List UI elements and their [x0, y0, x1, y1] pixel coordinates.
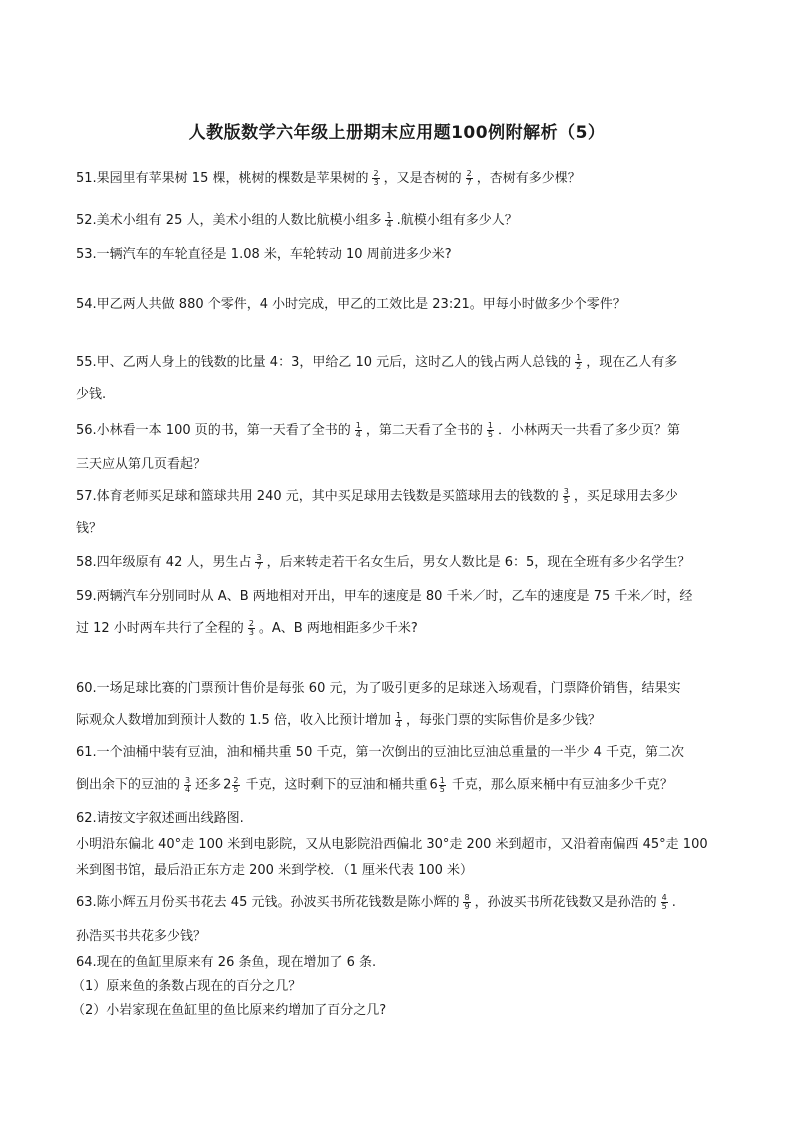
q57-text-a: 57.体育老师买足球和篮球共用 240 元，其中买足球用去钱数是买篮球用去的钱数的	[76, 489, 559, 504]
question-64-part-2: （2）小岩家现在鱼缸里的鱼比原来约增加了百分之几?	[72, 1003, 387, 1018]
question-59: 59.两辆汽车分别同时从 A、B 两地相对开出，甲车的速度是 80 千米／时，乙车的速度是 75 千米／时，经	[76, 589, 693, 604]
q58-text-b: ，后来转走若干名女生后，男女人数比是 6：5，现在全班有多少名学生？	[266, 555, 691, 570]
question-60: 60.一场足球比赛的门票预计售价是每张 60 元，为了吸引更多的足球迷入场观看，门票降价销售，结果实	[76, 681, 681, 696]
q58-text-a: 58.四年级原有 42 人，男生占	[76, 555, 252, 570]
q56-fraction-2: $\frac{1}{5}$	[487, 421, 493, 439]
q61-text-b: 倒出余下的豆油的	[76, 777, 181, 793]
q52-fraction: $\frac{1}{4}$	[386, 211, 392, 229]
question-62-line-3: 米到图书馆，最后沿正东方走 200 米到学校．（1 厘米代表 100 米）	[76, 863, 474, 878]
q57-text-b: ，买足球用去多少	[573, 489, 678, 504]
q51-text-c: ，杏树有多少棵？	[476, 171, 581, 186]
q52-text-a: 52.美术小组有 25 人，美术小组的人数比航模小组多	[76, 213, 382, 228]
q56-fraction-1: $\frac{1}{4}$	[355, 421, 361, 439]
question-54: 54.甲乙两人共做 880 个零件，4 小时完成，甲乙的工效比是 23:21。甲每小时做多少个零件？	[76, 297, 626, 312]
q61-mixed-number-2: 6 $\frac{1}{5}$	[429, 775, 445, 794]
question-62: 62.请按文字叙述画出线路图.	[76, 811, 244, 826]
question-56	[76, 422, 680, 440]
q51-fraction-2: $\frac{2}{7}$	[466, 169, 472, 187]
question-53: 53.一辆汽车的车轮直径是 1.08 米，车轮转动 10 周前进多少米?	[76, 247, 452, 262]
question-58	[76, 554, 690, 572]
q57-fraction: $\frac{3}{5}$	[563, 487, 569, 505]
q56-text-c: ．小林两天一共看了多少页？第	[497, 423, 680, 438]
q60-text-b: 际观众人数增加到预计人数的 1.5 倍，收入比预计增加	[76, 713, 391, 728]
question-64-part-1: （1）原来鱼的条数占现在的百分之几？	[72, 979, 302, 994]
question-60-cont	[76, 712, 601, 730]
question-52	[76, 212, 518, 230]
q55-text-a: 55.甲、乙两人身上的钱数的比量 4：3，甲给乙 10 元后，这时乙人的钱占两人总钱的	[76, 355, 572, 370]
q52-text-b: .航模小组有多少人？	[396, 213, 518, 228]
q51-text-a: 51.果园里有苹果树 15 棵，桃树的棵数是苹果树的	[76, 171, 369, 186]
q59-text-c: 。A、B 两地相距多少千米?	[258, 621, 418, 636]
question-55	[76, 354, 677, 372]
question-63	[76, 894, 676, 912]
question-57-cont: 钱？	[76, 521, 103, 536]
question-57	[76, 488, 678, 506]
q58-fraction: $\frac{3}{7}$	[256, 553, 262, 571]
q51-text-b: ，又是杏树的	[383, 171, 462, 186]
q63-fraction-2: $\frac{4}{5}$	[661, 893, 667, 911]
question-62-line-2: 小明沿东偏北 40°走 100 米到电影院，又从电影院沿西偏北 30°走 200 米到超市，又沿着南偏西 45°走 100	[76, 837, 708, 852]
page-title: 人教版数学六年级上册期末应用题100例附解析（5）	[188, 123, 606, 143]
q61-mixed-number-1: 2 $\frac{2}{5}$	[223, 775, 239, 794]
q59-text-b: 过 12 小时两车共行了全程的	[76, 621, 244, 636]
q63-text-a: 63.陈小辉五月份买书花去 45 元钱。孙波买书所花钱数是陈小辉的	[76, 895, 460, 910]
q55-fraction: $\frac{1}{2}$	[576, 353, 582, 371]
q61-text-c: 还多	[195, 777, 222, 793]
q56-text-b: ，第二天看了全书的	[365, 423, 483, 438]
question-59-cont	[76, 620, 418, 638]
q60-text-c: ，每张门票的实际售价是多少钱？	[406, 713, 602, 728]
q63-fraction-1: $\frac{8}{9}$	[464, 893, 470, 911]
question-61-cont	[76, 776, 673, 795]
question-63-cont: 孙浩买书共花多少钱？	[76, 929, 207, 944]
q55-text-b: ，现在乙人有多	[586, 355, 678, 370]
q51-fraction-1: $\frac{2}{3}$	[373, 169, 379, 187]
q59-fraction: $\frac{2}{3}$	[248, 619, 254, 637]
q61-text-e: 千克，那么原来桶中有豆油多少千克？	[451, 777, 673, 793]
question-61: 61.一个油桶中装有豆油，油和桶共重 50 千克，第一次倒出的豆油比豆油总重量的一半少 4 千克，第二次	[76, 745, 685, 760]
q56-text-a: 56.小林看一本 100 页的书，第一天看了全书的	[76, 423, 351, 438]
question-56-cont: 三天应从第几页看起？	[76, 457, 207, 472]
q63-text-c: .	[671, 895, 676, 910]
question-64: 64.现在的鱼缸里原来有 26 条鱼，现在增加了 6 条.	[76, 955, 377, 970]
q60-fraction: $\frac{1}{4}$	[395, 711, 402, 729]
question-55-cont: 少钱.	[76, 387, 107, 402]
q61-fraction: $\frac{3}{4}$	[185, 775, 191, 794]
question-51	[76, 170, 581, 188]
q63-text-b: ，孙波买书所花钱数又是孙浩的	[474, 895, 657, 910]
q61-text-d: 千克，这时剩下的豆油和桶共重	[245, 777, 428, 793]
